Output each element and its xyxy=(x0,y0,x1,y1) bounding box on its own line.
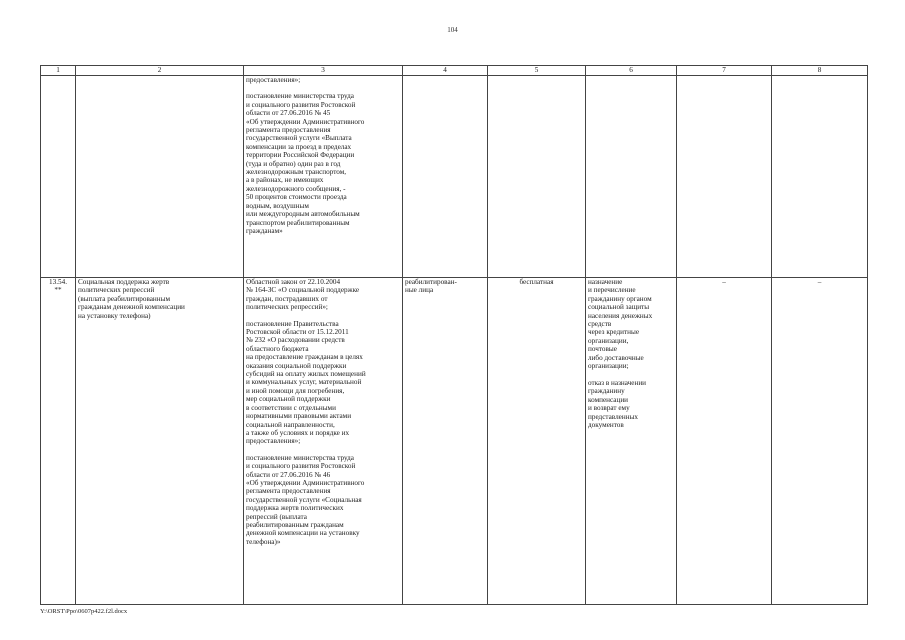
cell-service-name xyxy=(76,278,244,605)
text-line: Областной закон от 22.10.2004 xyxy=(246,278,341,286)
text-line: оказания социальной поддержки xyxy=(246,361,347,370)
row-number-mark: ** xyxy=(54,286,62,295)
column-header: 7 xyxy=(677,66,772,76)
text-line: компенсации за проезд в пределах xyxy=(246,142,352,151)
text-line: водным, воздушным xyxy=(246,201,309,210)
text-line: и иной помощи для погребения, xyxy=(246,386,345,395)
text-line: и социального развития Ростовской xyxy=(246,100,356,109)
column-header: 6 xyxy=(586,66,677,76)
cell-legal-basis xyxy=(244,76,403,278)
text-line: политических репрессий»; xyxy=(246,303,328,312)
services-table xyxy=(40,65,868,605)
text-line: а в районах, не имеющих xyxy=(246,176,324,185)
cell-col8 xyxy=(772,278,868,605)
text-line: или междугородным автомобильным xyxy=(246,210,360,219)
text-line: на предоставление гражданам в целях xyxy=(246,353,363,362)
text-line: областного бюджета xyxy=(246,344,309,353)
column-header: 1 xyxy=(41,66,76,76)
text-line: гражданам» xyxy=(246,226,283,235)
text-line: и коммунальных услуг, материальной xyxy=(246,378,362,387)
text-line: № 232 «О расходовании средств xyxy=(246,336,345,345)
text-line: (туда и обратно) один раз в год xyxy=(246,159,341,168)
cell-recipients xyxy=(403,76,488,278)
text-line: поддержка жертв политических xyxy=(246,504,344,513)
column-header: 2 xyxy=(76,66,244,76)
cell-col8 xyxy=(772,76,868,278)
text-line: постановление Правительства xyxy=(246,319,339,328)
text-line: «Об утверждении Административного xyxy=(246,117,365,126)
cell-result xyxy=(586,76,677,278)
text-line: предоставления»; xyxy=(246,76,301,84)
text-line: в соответствии с отдельными xyxy=(246,403,336,412)
text-line: № 164-ЗС «О социальной поддержке xyxy=(246,286,360,295)
text-line: денежной компенсации на установку xyxy=(246,529,360,538)
cell-legal-basis xyxy=(244,278,403,605)
paragraph-gap xyxy=(246,446,400,454)
legal-basis-text xyxy=(246,76,400,235)
text-line: нормативными правовыми актами xyxy=(246,412,352,421)
paragraph-gap xyxy=(246,84,400,92)
text-line: регламента предоставления xyxy=(246,487,331,496)
text-line: регламента предоставления xyxy=(246,126,331,135)
footer-file-path: Y:\ORST\Ppo\0607p422.f2l.docx xyxy=(40,608,128,615)
text-line: государственной услуги «Социальная xyxy=(246,495,362,504)
text-line: территории Российской Федерации xyxy=(246,151,355,160)
text-line: граждан, пострадавших от xyxy=(246,294,328,303)
text-line: и социального развития Ростовской xyxy=(246,462,356,471)
text-line: реабилитированным гражданам xyxy=(246,520,344,529)
cell-recipients xyxy=(403,278,488,605)
cell-service-name xyxy=(76,76,244,278)
cost-text: бесплатная xyxy=(519,278,554,286)
cell-number xyxy=(41,278,76,605)
service-name-text: Социальная поддержка жертв политических репрессий (выплата реабилитированным гражданам денежной компенсации на установку телефона) xyxy=(78,278,185,320)
cell-cost xyxy=(488,76,586,278)
table-row-continued xyxy=(41,76,868,278)
text-line: телефона)» xyxy=(246,537,281,546)
table-row-13-54 xyxy=(41,278,868,605)
column-header: 8 xyxy=(772,66,868,76)
text-line: железнодорожного сообщения, - xyxy=(246,184,346,193)
text-line: государственной услуги «Выплата xyxy=(246,134,352,143)
result-text: назначение и перечисление гражданину органом социальной защиты населения денежных средств через кредитные организации, почтовые либо доставочные организации; отказ в назначении гражданину компенсации и возврат ему представленных документов xyxy=(588,278,653,429)
text-line: области от 27.06.2016 № 46 xyxy=(246,470,331,479)
dash-col7: – xyxy=(722,278,726,286)
paragraph-gap xyxy=(246,312,400,320)
row-number: 13.54. xyxy=(49,278,67,286)
text-line: транспортом реабилитированным xyxy=(246,218,350,227)
text-line: а также об условиях и порядке их xyxy=(246,428,350,437)
text-line: репрессий (выплата xyxy=(246,512,307,521)
cell-col7 xyxy=(677,278,772,605)
text-line: «Об утверждении Административного xyxy=(246,478,365,487)
text-line: постановление министерства труда xyxy=(246,453,354,462)
column-header: 4 xyxy=(403,66,488,76)
text-line: мер социальной поддержки xyxy=(246,395,331,404)
text-line: Ростовской области от 15.12.2011 xyxy=(246,328,349,337)
text-line: постановление министерства труда xyxy=(246,92,354,101)
cell-number xyxy=(41,76,76,278)
cell-result xyxy=(586,278,677,605)
dash-col8: – xyxy=(817,278,822,286)
text-line: железнодорожным транспортом, xyxy=(246,168,347,177)
text-line: области от 27.06.2016 № 45 xyxy=(246,109,331,118)
text-line: 50 процентов стоимости проезда xyxy=(246,193,347,202)
column-header: 3 xyxy=(244,66,403,76)
legal-basis-text xyxy=(246,278,400,546)
text-line: субсидий на оплату жилых помещений xyxy=(246,370,366,379)
text-line: социальной направленности, xyxy=(246,420,335,429)
cell-cost xyxy=(488,278,586,605)
page-number: 104 xyxy=(447,26,458,34)
recipients-text: реабилитирован- ные лица xyxy=(405,278,457,295)
column-number-row xyxy=(41,66,868,76)
column-header: 5 xyxy=(488,66,586,76)
cell-col7 xyxy=(677,76,772,278)
text-line: предоставления»; xyxy=(246,437,301,446)
